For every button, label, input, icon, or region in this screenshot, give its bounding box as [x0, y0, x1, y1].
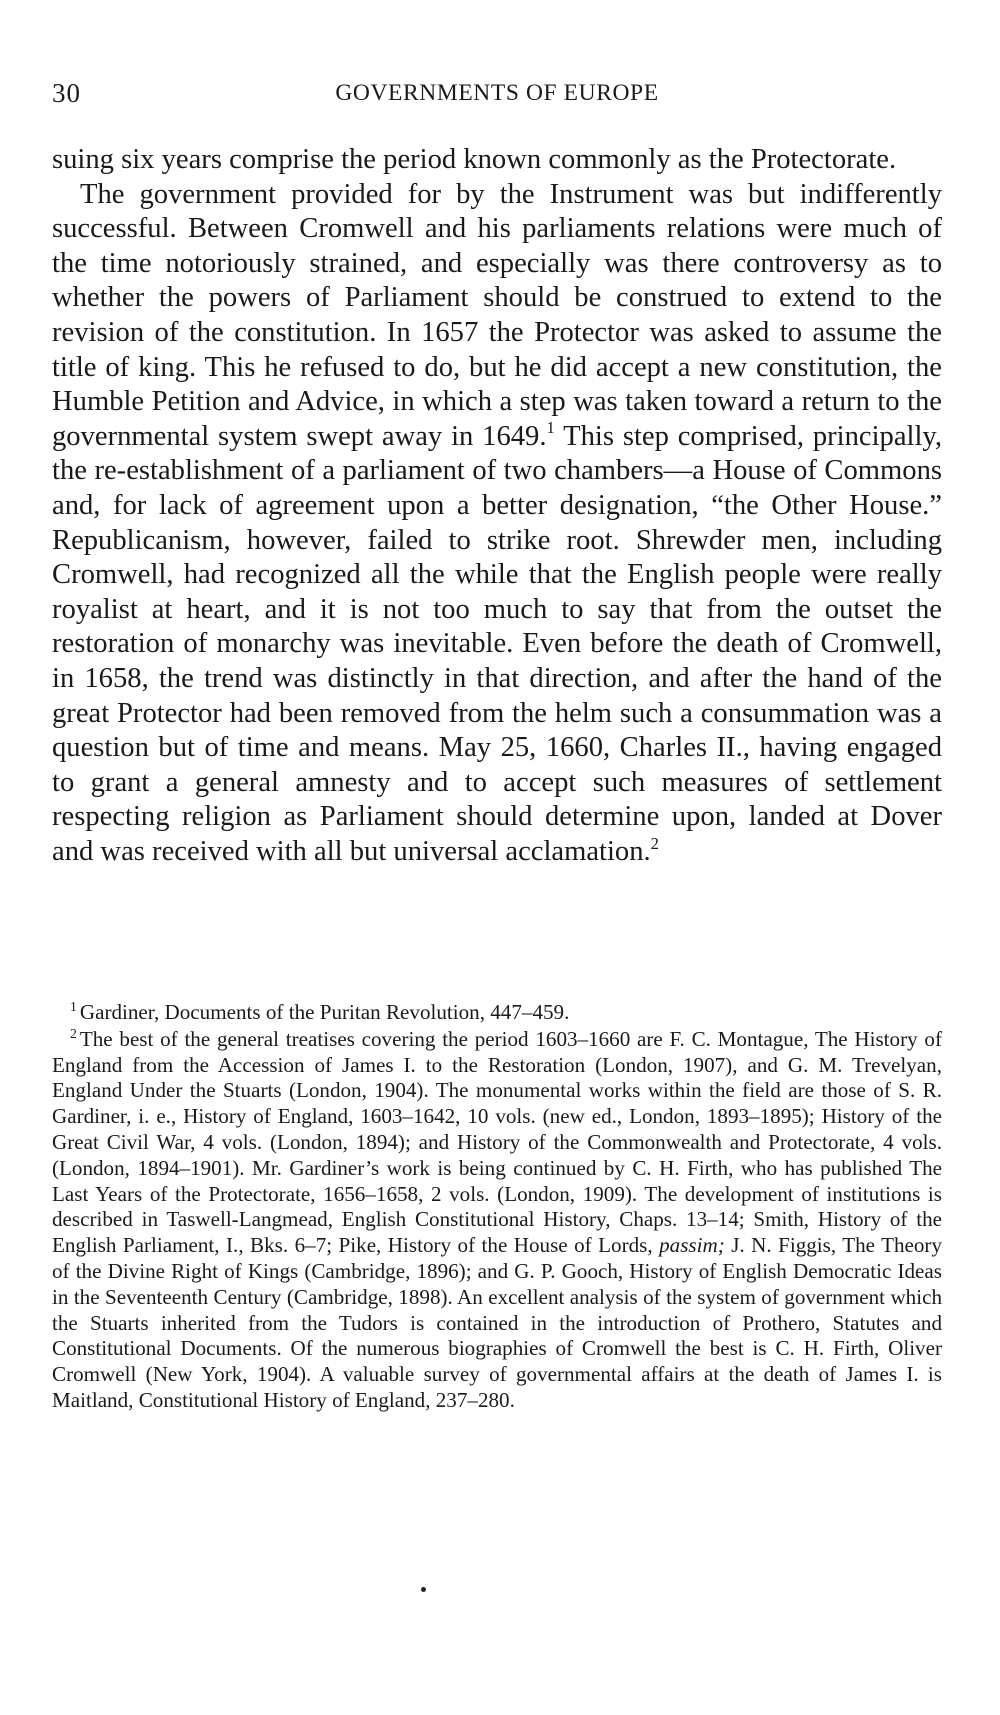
footnotes-section: [52, 1000, 942, 1415]
footnote-ref-2[interactable]: 2: [650, 833, 659, 853]
footnote-ref-1[interactable]: 1: [546, 418, 555, 438]
running-title: GOVERNMENTS OF EUROPE: [335, 80, 659, 106]
main-text: [52, 143, 942, 869]
paragraph-1-text: suing six years comprise the period known commonly as the Protectorate.: [52, 144, 897, 175]
paragraph-continuation: [52, 143, 942, 178]
footnote-1: [52, 1000, 942, 1026]
paragraph-2-text-part-2: This step comprised, principally, the re-establishment of a parliament of two chambers—a House of Commons and, for lack of agreement upon a better designation, “the Other House.” Republicanism, however, failed to strike root. Shrewder men, including Cromwell, had recognized all the while that the English people were really royalist at heart, and it is not too much to say that from the outset the restoration of monarchy was inevitable. Even before the death of Cromwell, in 1658, the trend was distinctly in that direction, and after the hand of the great Protector had been removed from the helm such a consummation was a question but of time and means. May 25, 1660, Charles II., having engaged to grant a general amnesty and to accept such measures of settlement respecting religion as Parliament should determine upon, landed at Dover and was received with all but universal acclamation.: [52, 420, 943, 867]
footnote-2-text-part-2: J. N. Figgis, The Theory of the Divine Right of Kings (Cambridge, 1896); and G. P. Gooch, History of English Democratic Ideas in the Seventeenth Century (Cambridge, 1898). An excellent analysis of the system of government which the Stuarts inherited from the Tudors is contained in the introduction of Prothero, Statutes and Constitutional Documents. Of the numerous biographies of Cromwell the best is C. H. Firth, Oliver Cromwell (New York, 1904). A valuable survey of governmental affairs at the death of James I. is Maitland, Constitutional History of England, 237–280.: [52, 1233, 942, 1412]
footnote-2: [52, 1027, 942, 1414]
footnote-2-text-part-1: The best of the general treatises covering the period 1603–1660 are F. C. Montague, The History of England from the Accession of James I. to the Restoration (London, 1907), and G. M. Trevelyan, England Under the Stuarts (London, 1904). The monumental works within the field are those of S. R. Gardiner, i. e., History of England, 1603–1642, 10 vols. (new ed., London, 1893–1895); History of the Great Civil War, 4 vols. (London, 1894); and History of the Commonwealth and Protectorate, 4 vols. (London, 1894–1901). Mr. Gardiner’s work is being continued by C. H. Firth, who has published The Last Years of the Protectorate, 1656–1658, 2 vols. (London, 1909). The development of institutions is described in Taswell-Langmead, English Constitutional History, Chaps. 13–14; Smith, History of the English Parliament, I., Bks. 6–7; Pike, History of the House of Lords,: [52, 1026, 942, 1258]
paragraph-2-text-part-1: The government provided for by the Instrument was but indifferently successful. Between Cromwell and his parliaments relations were much of the time notoriously strained, and especially was there controversy as to whether the powers of Parliament should be construed to extend to the revision of the constitution. In 1657 the Protector was asked to assume the title of king. This he refused to do, but he did accept a new constitution, the Humble Petition and Advice, in which a step was taken toward a return to the governmental system swept away in 1649.: [52, 178, 942, 452]
paragraph-cromwell-protectorate: [52, 178, 942, 870]
footnote-1-text: Gardiner, Documents of the Puritan Revolution, 447–459.: [79, 1000, 570, 1024]
print-mark-dot: [421, 1587, 426, 1592]
footnote-2-italic: passim;: [659, 1233, 725, 1258]
footnote-2-mark: 2: [70, 1025, 77, 1041]
page-number: 30: [52, 78, 81, 108]
page-header: [52, 78, 942, 112]
footnote-1-mark: 1: [70, 998, 77, 1014]
